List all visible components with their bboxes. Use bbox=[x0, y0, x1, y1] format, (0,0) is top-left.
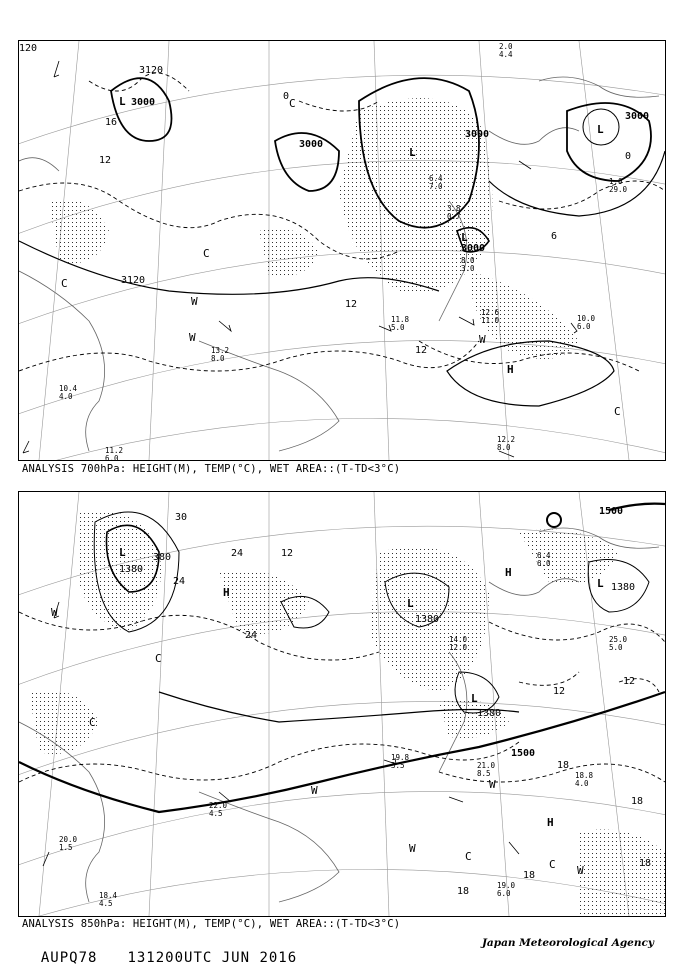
warm-center: W bbox=[189, 331, 196, 344]
station-temp: 6.4 bbox=[537, 551, 551, 560]
station-dewpoint-depression: 4.5 bbox=[99, 899, 113, 908]
isotherm-label: 6 bbox=[551, 231, 558, 242]
isotherm-label: 0 bbox=[625, 151, 632, 162]
station-dewpoint-depression: 6.0 bbox=[577, 322, 591, 331]
station-dewpoint-depression: 5.0 bbox=[391, 323, 405, 332]
isotherm-label: 12 bbox=[99, 155, 112, 166]
station-temp: 25.0 bbox=[609, 635, 628, 644]
isotherm-label: 18 bbox=[557, 760, 570, 771]
contour-label: 1500 bbox=[511, 748, 536, 759]
station-temp: 11.8 bbox=[391, 315, 410, 324]
isotherm-label: 24 bbox=[245, 630, 258, 641]
contour-label: 3000 bbox=[625, 111, 650, 122]
station-dewpoint-depression: 11.0 bbox=[481, 316, 500, 325]
contour-label: 1500 bbox=[599, 506, 624, 517]
station-temp: 3.8 bbox=[447, 204, 461, 213]
contour-label: 120 bbox=[19, 43, 38, 54]
station-dewpoint-depression: 4.0 bbox=[59, 392, 73, 401]
high-center: H bbox=[547, 816, 554, 829]
station-temp: 14.0 bbox=[449, 635, 468, 644]
station-temp: 19.8 bbox=[391, 753, 410, 762]
contour-label: 1380 bbox=[119, 564, 144, 575]
isotherm-label: 24 bbox=[231, 548, 244, 559]
map-850hpa bbox=[19, 492, 665, 916]
high-center: H bbox=[505, 566, 512, 579]
cold-center: C bbox=[61, 277, 68, 290]
low-center: L bbox=[119, 95, 126, 108]
station-temp: 2.0 bbox=[499, 42, 513, 51]
station-dewpoint-depression: 3.5 bbox=[391, 761, 405, 770]
station-temp: 8.0 bbox=[461, 256, 475, 265]
cold-center: C bbox=[465, 850, 472, 863]
contour-label: 3000 bbox=[465, 129, 490, 140]
station-temp: 18.4 bbox=[99, 891, 118, 900]
station-dewpoint-depression: 4.4 bbox=[499, 50, 513, 59]
low-center: L bbox=[119, 546, 126, 559]
station-dewpoint-depression: 3.0 bbox=[461, 264, 475, 273]
isotherm-label: 12 bbox=[553, 686, 566, 697]
isotherm-label: 18 bbox=[457, 886, 470, 897]
contour-label: 1380 bbox=[415, 614, 440, 625]
contour-label: 1380 bbox=[611, 582, 636, 593]
low-center: L bbox=[407, 597, 414, 610]
cold-center: C bbox=[155, 652, 162, 665]
product-code: AUPQ78 bbox=[40, 950, 98, 966]
chart-700hpa bbox=[18, 40, 666, 461]
low-center: L bbox=[471, 692, 478, 705]
isotherms bbox=[19, 612, 665, 782]
station-dewpoint-depression: 6.0 bbox=[105, 454, 119, 460]
station-temp: 21.0 bbox=[477, 761, 496, 770]
low-center: L bbox=[409, 146, 416, 159]
station-temp: 13.2 bbox=[211, 346, 230, 355]
warm-center: W bbox=[489, 778, 496, 791]
cold-center: C bbox=[549, 858, 556, 871]
contour-label: 3120 bbox=[139, 65, 164, 76]
cold-center: C bbox=[203, 247, 210, 260]
station-dewpoint-depression: 1.5 bbox=[59, 843, 73, 852]
isotherm-label: 0 bbox=[283, 91, 290, 102]
pressure-systems bbox=[61, 95, 621, 418]
station-temp: 10.4 bbox=[59, 384, 78, 393]
chart-850hpa bbox=[18, 491, 666, 917]
station-temp: 1.0 bbox=[609, 177, 623, 186]
station-temp: 18.8 bbox=[575, 771, 594, 780]
high-center: H bbox=[507, 363, 514, 376]
warm-center: W bbox=[577, 864, 584, 877]
station-dewpoint-depression: 7.0 bbox=[429, 182, 443, 191]
contour-label: 1380 bbox=[477, 708, 502, 719]
station-temp: 12.2 bbox=[497, 435, 516, 444]
caption-850hpa: ANALYSIS 850hPa: HEIGHT(M), TEMP(°C), WET AREA::(T-TD<3°C) bbox=[22, 918, 401, 930]
contour-label: 380 bbox=[153, 552, 172, 563]
contour-label: 3120 bbox=[121, 275, 146, 286]
station-dewpoint-depression: 6.0 bbox=[537, 559, 551, 568]
station-temp: 20.0 bbox=[59, 835, 78, 844]
warm-center: W bbox=[191, 295, 198, 308]
station-dewpoint-depression: 4.5 bbox=[209, 809, 223, 818]
isotherm-label: 16 bbox=[105, 117, 118, 128]
isotherm-label: 24 bbox=[173, 576, 186, 587]
map-700hpa bbox=[19, 41, 665, 460]
station-dewpoint-depression: 29.0 bbox=[609, 185, 628, 194]
contour-label: 3000 bbox=[131, 97, 156, 108]
product-header bbox=[22, 934, 297, 966]
warm-center: W bbox=[479, 333, 486, 346]
caption-700hpa: ANALYSIS 700hPa: HEIGHT(M), TEMP(°C), WET AREA::(T-TD<3°C) bbox=[22, 463, 401, 475]
valid-time: 131200UTC JUN 2016 bbox=[127, 950, 298, 966]
station-temp: 11.2 bbox=[105, 446, 124, 455]
station-temp: 10.0 bbox=[577, 314, 596, 323]
low-center: L bbox=[597, 577, 604, 590]
cold-center: C bbox=[89, 716, 96, 729]
isotherm-label: 18 bbox=[631, 796, 644, 807]
station-dewpoint-depression: 8.5 bbox=[477, 769, 491, 778]
contour-label: 3000 bbox=[299, 139, 324, 150]
warm-center: W bbox=[311, 784, 318, 797]
isotherm-label: 12 bbox=[415, 345, 428, 356]
agency-name: Japan Meteorological Agency bbox=[481, 937, 654, 949]
isotherm-label: 12 bbox=[345, 299, 358, 310]
station-dewpoint-depression: 12.0 bbox=[449, 643, 468, 652]
contour-label: 3000 bbox=[461, 243, 486, 254]
station-dewpoint-depression: 8.0 bbox=[497, 443, 511, 452]
station-temp: 19.0 bbox=[497, 881, 516, 890]
cold-center: C bbox=[614, 405, 621, 418]
station-dewpoint-depression: 0.7 bbox=[447, 212, 461, 221]
station-dewpoint-depression: 8.0 bbox=[211, 354, 225, 363]
low-center: L bbox=[597, 123, 604, 136]
isotherm-label: 30 bbox=[175, 512, 188, 523]
coastlines bbox=[19, 77, 659, 451]
station-temp: 12.6 bbox=[481, 308, 500, 317]
low-center: L bbox=[461, 231, 468, 244]
warm-center: W bbox=[51, 606, 58, 619]
high-center: H bbox=[223, 586, 230, 599]
cold-center: C bbox=[289, 97, 296, 110]
station-temp: 22.0 bbox=[209, 801, 228, 810]
isotherm-label: 18 bbox=[639, 858, 652, 869]
isotherm-label: 18 bbox=[523, 870, 536, 881]
isotherm-label: 12 bbox=[623, 676, 636, 687]
station-dewpoint-depression: 5.0 bbox=[609, 643, 623, 652]
station-dewpoint-depression: 6.0 bbox=[497, 889, 511, 898]
isotherm-label: 12 bbox=[281, 548, 294, 559]
station-dewpoint-depression: 4.0 bbox=[575, 779, 589, 788]
station-temp: 6.4 bbox=[429, 174, 443, 183]
warm-center: W bbox=[409, 842, 416, 855]
